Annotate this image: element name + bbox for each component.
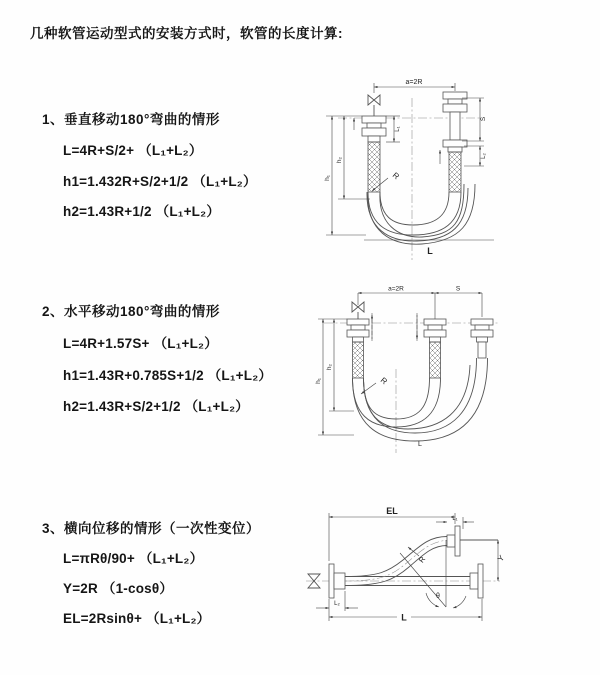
- braid-section: [430, 342, 441, 378]
- dimension-l2: [464, 146, 487, 166]
- dim-label-a2r: a=2R: [405, 79, 423, 86]
- dimension-s: [435, 286, 482, 294]
- radius-callout: [361, 376, 389, 394]
- dim-label-h2: h₂: [326, 363, 333, 371]
- left-hose-end: [347, 319, 369, 378]
- hose-u-arcs: [367, 184, 475, 244]
- valve-symbol-icon: [368, 95, 380, 116]
- hose-u-arcs: [353, 358, 488, 441]
- right-hose-end: [440, 92, 467, 192]
- dim-label-bottom-l: L: [401, 612, 407, 623]
- dimension-l2: [316, 591, 358, 611]
- dimension-bottom-l: [418, 441, 422, 448]
- diagram-vertical-180-bend: [312, 72, 582, 269]
- dim-label-y: Y: [495, 553, 507, 564]
- dim-label-l2: L₂: [481, 153, 487, 159]
- braid-section: [368, 142, 380, 192]
- dim-label-s: S: [480, 116, 487, 122]
- section-1-heading: 1、垂直移动180°弯曲的情形: [42, 112, 220, 127]
- radius-callout: [408, 547, 428, 564]
- section-3-heading: 3、横向位移的情形（一次性变位）: [42, 521, 261, 536]
- dimension-l1: [386, 116, 401, 142]
- dimension-h1: [324, 116, 366, 235]
- right-lower-flange: [470, 564, 483, 598]
- shifted-hose-end: [471, 319, 493, 358]
- section-3-formula-L: L=πRθ/90+ （L₁+L₂）: [63, 551, 204, 566]
- angle-label: θ: [436, 593, 440, 600]
- dimension-el: [329, 506, 458, 561]
- diagram-1-drawing: [312, 72, 582, 264]
- diagram-3-drawing: [300, 503, 590, 645]
- dim-label-l1: L₁: [452, 516, 458, 522]
- braid-section: [353, 342, 364, 378]
- section-2-heading: 2、水平移动180°弯曲的情形: [42, 304, 220, 319]
- section-3-formula-EL: EL=2Rsinθ+ （L₁+L₂）: [63, 611, 211, 626]
- dim-label-el: EL: [386, 506, 398, 516]
- dim-label-bottom-l: L: [427, 246, 433, 256]
- dim-label-h1: h₁: [324, 175, 331, 181]
- diagram-horizontal-180-bend: [310, 283, 580, 466]
- diagram-2-drawing: [310, 283, 580, 461]
- dim-label-bottom-l: L: [418, 441, 422, 448]
- radius-label: R: [390, 170, 401, 182]
- dim-label-a2r: a=2R: [388, 285, 404, 293]
- diagram-lateral-displacement: [300, 503, 590, 650]
- radius-label: R: [416, 554, 428, 565]
- page-title: 几种软管运动型式的安装方式时，软管的长度计算:: [30, 26, 343, 41]
- section-3-formula-Y: Y=2R （1-cosθ）: [63, 581, 174, 596]
- section-1-formula-h2: h2=1.43R+1/2 （L₁+L₂）: [63, 204, 221, 219]
- middle-hose-end: [424, 319, 446, 378]
- section-1-formula-L: L=4R+S/2+ （L₁+L₂）: [63, 143, 203, 158]
- dimension-bottom-l: [329, 599, 482, 623]
- left-hose-end: [354, 116, 386, 192]
- braid-section: [449, 152, 461, 192]
- dimension-bottom-l: [364, 240, 494, 256]
- section-2-formula-h1: h1=1.43R+0.785S+1/2 （L₁+L₂）: [63, 368, 273, 383]
- dim-label-h1: h₁: [315, 378, 322, 384]
- dim-label-l1: L₁: [395, 126, 401, 132]
- dim-label-l2: L₂: [334, 601, 340, 607]
- section-1-formula-h1: h1=1.432R+S/2+1/2 （L₁+L₂）: [63, 174, 257, 189]
- section-2-formula-L: L=4R+1.57S+ （L₁+L₂）: [63, 336, 218, 351]
- dim-label-h2: h₂: [336, 156, 343, 164]
- radius-label: R: [378, 375, 389, 387]
- dimension-a2r: [374, 79, 455, 93]
- movement-arrows: [372, 313, 417, 341]
- section-2-formula-h2: h2=1.43R+S/2+1/2 （L₁+L₂）: [63, 399, 249, 414]
- dimension-a2r: [358, 286, 435, 294]
- dimension-y: [496, 540, 507, 581]
- dim-label-s: S: [455, 285, 461, 293]
- left-flange: [329, 564, 345, 598]
